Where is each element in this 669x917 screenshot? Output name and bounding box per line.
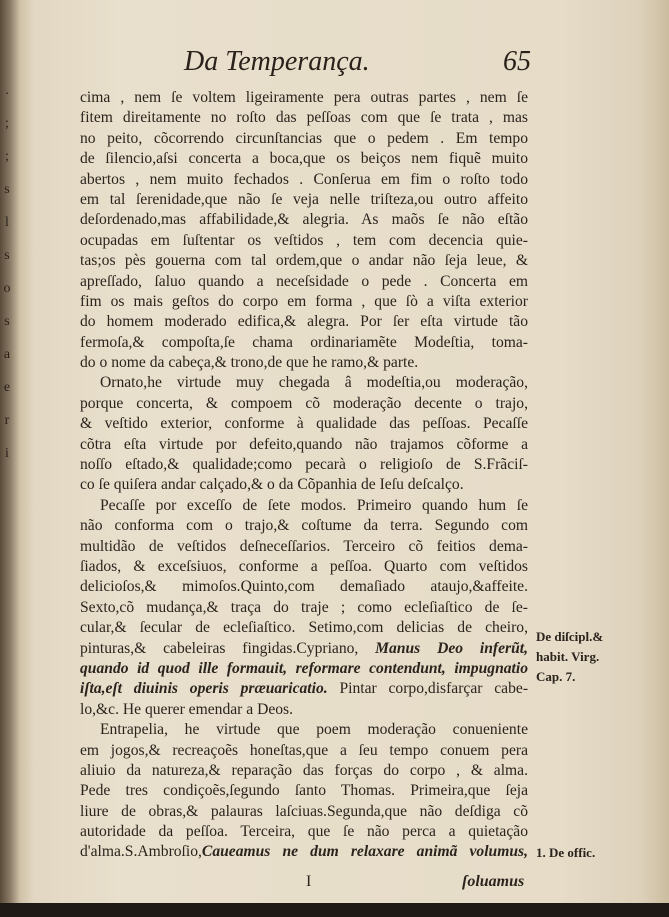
text-segment: multidão de veſtidos deſneceſſarios. Terceiro cõ feitios dema-	[80, 537, 528, 555]
text-line	[80, 231, 528, 251]
margin-note-line: habit. Virg.	[536, 649, 600, 664]
text-line	[80, 210, 528, 230]
text-segment: & veſtido exterior, conforme à qualidade das peſſoas. Pecaſſe	[80, 415, 528, 433]
text-segment: Entrapelia, he virtude que poem moderação conueniente	[100, 721, 528, 739]
edge-glyph: s	[4, 248, 10, 263]
text-segment: apreſſado, ſaluo quando a neceſsidade o pede . Concerta em	[80, 272, 528, 290]
text-line	[80, 761, 528, 781]
text-line	[80, 659, 528, 679]
text-segment: lo,&c. He querer emendar a Deos.	[80, 700, 294, 718]
text-line	[80, 455, 528, 475]
signature-mark: I	[306, 873, 312, 890]
text-segment: Ornato,he virtude muy chegada â modeſtia,ou moderação,	[100, 374, 528, 392]
text-segment: de ſilencio,aſsi concerta a boca,que os beiços nem fiquẽ muito	[80, 150, 528, 168]
latin-quotation: Manus Deo inferũt,	[375, 639, 528, 657]
text-line	[80, 272, 528, 292]
text-segment: Pecaſſe por exceſſo de ſete modos. Primeiro quando hum ſe	[100, 496, 528, 514]
text-line	[80, 557, 528, 577]
text-line	[80, 598, 528, 618]
latin-quotation: iſta,eſt diuinis operis præuaricatio.	[80, 680, 328, 698]
text-line	[80, 373, 528, 393]
text-line	[80, 720, 528, 740]
body-text	[80, 88, 528, 863]
text-line	[80, 537, 528, 557]
text-line	[80, 822, 528, 842]
edge-glyph: ;	[5, 116, 9, 131]
text-segment: delicioſos,& mimoſos.Quinto,com demaſiado ataujo,&affeite.	[80, 578, 528, 596]
edge-glyph: o	[3, 281, 11, 296]
text-line	[80, 577, 528, 597]
text-segment: autoridade da peſſoa. Terceira, que ſe não perca a quietação	[80, 823, 528, 841]
text-segment: liure de obras,& palauras laſciuas.Segunda,que não deſdiga cõ	[80, 802, 528, 820]
running-title: Da Temperança.	[184, 46, 370, 77]
margin-note-line: De diſcipl.&	[536, 629, 604, 644]
text-line	[80, 639, 528, 659]
edge-glyph: i	[5, 446, 9, 461]
text-line	[80, 312, 528, 332]
text-line	[80, 292, 528, 312]
text-line	[80, 496, 528, 516]
text-segment: do homem moderado edifica,& alegra. Por ſer eſta virtude tão	[80, 313, 528, 331]
catchword: ſoluamus	[462, 873, 525, 890]
text-line	[80, 108, 528, 128]
text-line	[80, 149, 528, 169]
text-line	[80, 88, 528, 108]
edge-glyph: .	[5, 83, 9, 98]
text-segment: não conforma com o trajo,& coſtume da terra. Segundo com	[80, 517, 528, 535]
previous-page-edge	[0, 80, 14, 464]
latin-quotation: quando id quod ille formauit, reformare contendunt, impugnatio	[80, 659, 528, 677]
text-line	[80, 781, 528, 801]
margin-note-line: 1. De offic.	[536, 845, 596, 860]
text-line	[80, 741, 528, 761]
text-line	[80, 190, 528, 210]
edge-glyph: e	[3, 380, 11, 395]
text-segment: Sexto,cõ mudança,& traça do traje ; como ecleſiaſtico de ſe-	[80, 598, 528, 616]
text-line	[80, 129, 528, 149]
margin-note-ambrose	[536, 843, 595, 863]
text-segment: do o nome da cabeça,& trono,de que he ramo,& parte.	[80, 354, 419, 372]
edge-glyph: ;	[5, 149, 9, 164]
text-line	[80, 842, 528, 862]
text-segment: no peito, cõcorrendo circunſtancias que o pedem . Em tempo	[80, 129, 528, 147]
text-line	[80, 802, 528, 822]
text-segment: cima , nem ſe voltem ligeiramente pera outras partes , nem ſe	[80, 89, 528, 106]
text-segment: cõtra eſta virtude por defeito,quando não trajamos cõforme a	[80, 435, 528, 453]
text-segment: deſordenado,mas affabilidade,& alegria. As maõs ſe não eſtão	[80, 211, 528, 229]
scan-bottom-edge	[0, 903, 669, 917]
text-line	[80, 516, 528, 536]
text-line	[80, 414, 528, 434]
text-segment: em tal ſerenidade,que não ſe veja nelle triſteza,ou outro affeito	[80, 190, 528, 208]
text-segment: pinturas,& cabeleiras fingidas.Cypriano,	[80, 639, 376, 657]
text-segment: co ſe quiſera andar calçado,& o da Cõpanhia de Ieſu deſcalço.	[80, 476, 464, 494]
text-segment: fitem direitamente no roſto das peſſoas com que ſe trata , mas	[80, 109, 528, 127]
edge-glyph: a	[3, 347, 11, 362]
text-line	[80, 435, 528, 455]
text-segment: fermoſa,& compoſta,ſe chama ordinariamẽte Modeſtia, toma-	[80, 333, 528, 351]
text-segment: fim os mais geſtos do corpo em forma , que ſò a viſta exterior	[80, 292, 528, 310]
text-line	[80, 618, 528, 638]
text-line	[80, 700, 528, 720]
text-line	[80, 394, 528, 414]
margin-note-cyprian	[536, 627, 603, 687]
text-segment: Pede tres condiçoẽs,ſegundo ſanto Thomas. Primeira,que ſeja	[80, 782, 528, 800]
text-segment: em jogos,& recreaçoẽs honeſtas,que a ſeu tempo conuem pera	[80, 741, 528, 759]
latin-quotation: Caueamus ne dum relaxare animã volumus,	[201, 843, 528, 861]
text-segment: cular,& ſecular de ecleſiaſtico. Setimo,com delicias de cheiro,	[80, 619, 528, 637]
page-number: 65	[503, 46, 531, 77]
text-line	[80, 353, 528, 373]
text-segment: porque concerta, & compoem cõ moderação decente o trajo,	[80, 394, 528, 412]
text-line	[80, 679, 528, 699]
text-segment: ſiados, & exceſsiuos, conforme a peſſoa. Quarto com veſtidos	[80, 557, 528, 575]
text-segment: abertos , nem muito fechados . Conſerua em fim o roſto todo	[80, 170, 528, 188]
text-segment: aliuio da natureza,& reparação das forças do corpo , & alma.	[80, 761, 528, 779]
text-segment: tas;os pès gouerna com tal ordem,que o andar não ſeja leue, &	[80, 252, 528, 270]
edge-glyph: l	[5, 215, 9, 230]
text-segment: Pintar corpo,disfarçar cabe-	[327, 680, 528, 698]
text-segment: noſſo eſtado,& qualidade;como pecarà o religioſo de S.Frãciſ-	[80, 456, 528, 474]
edge-glyph: s	[4, 314, 10, 329]
text-segment: ocupadas em ſuſtentar os veſtidos , tem com decencia quie-	[80, 231, 528, 249]
text-line	[80, 170, 528, 190]
margin-note-line: Cap. 7.	[536, 669, 576, 684]
text-line	[80, 475, 528, 495]
text-segment: d'alma.S.Ambroſio,	[80, 843, 202, 861]
text-line	[80, 251, 528, 271]
edge-glyph: s	[4, 182, 10, 197]
edge-glyph: r	[4, 413, 10, 428]
text-line	[80, 333, 528, 353]
